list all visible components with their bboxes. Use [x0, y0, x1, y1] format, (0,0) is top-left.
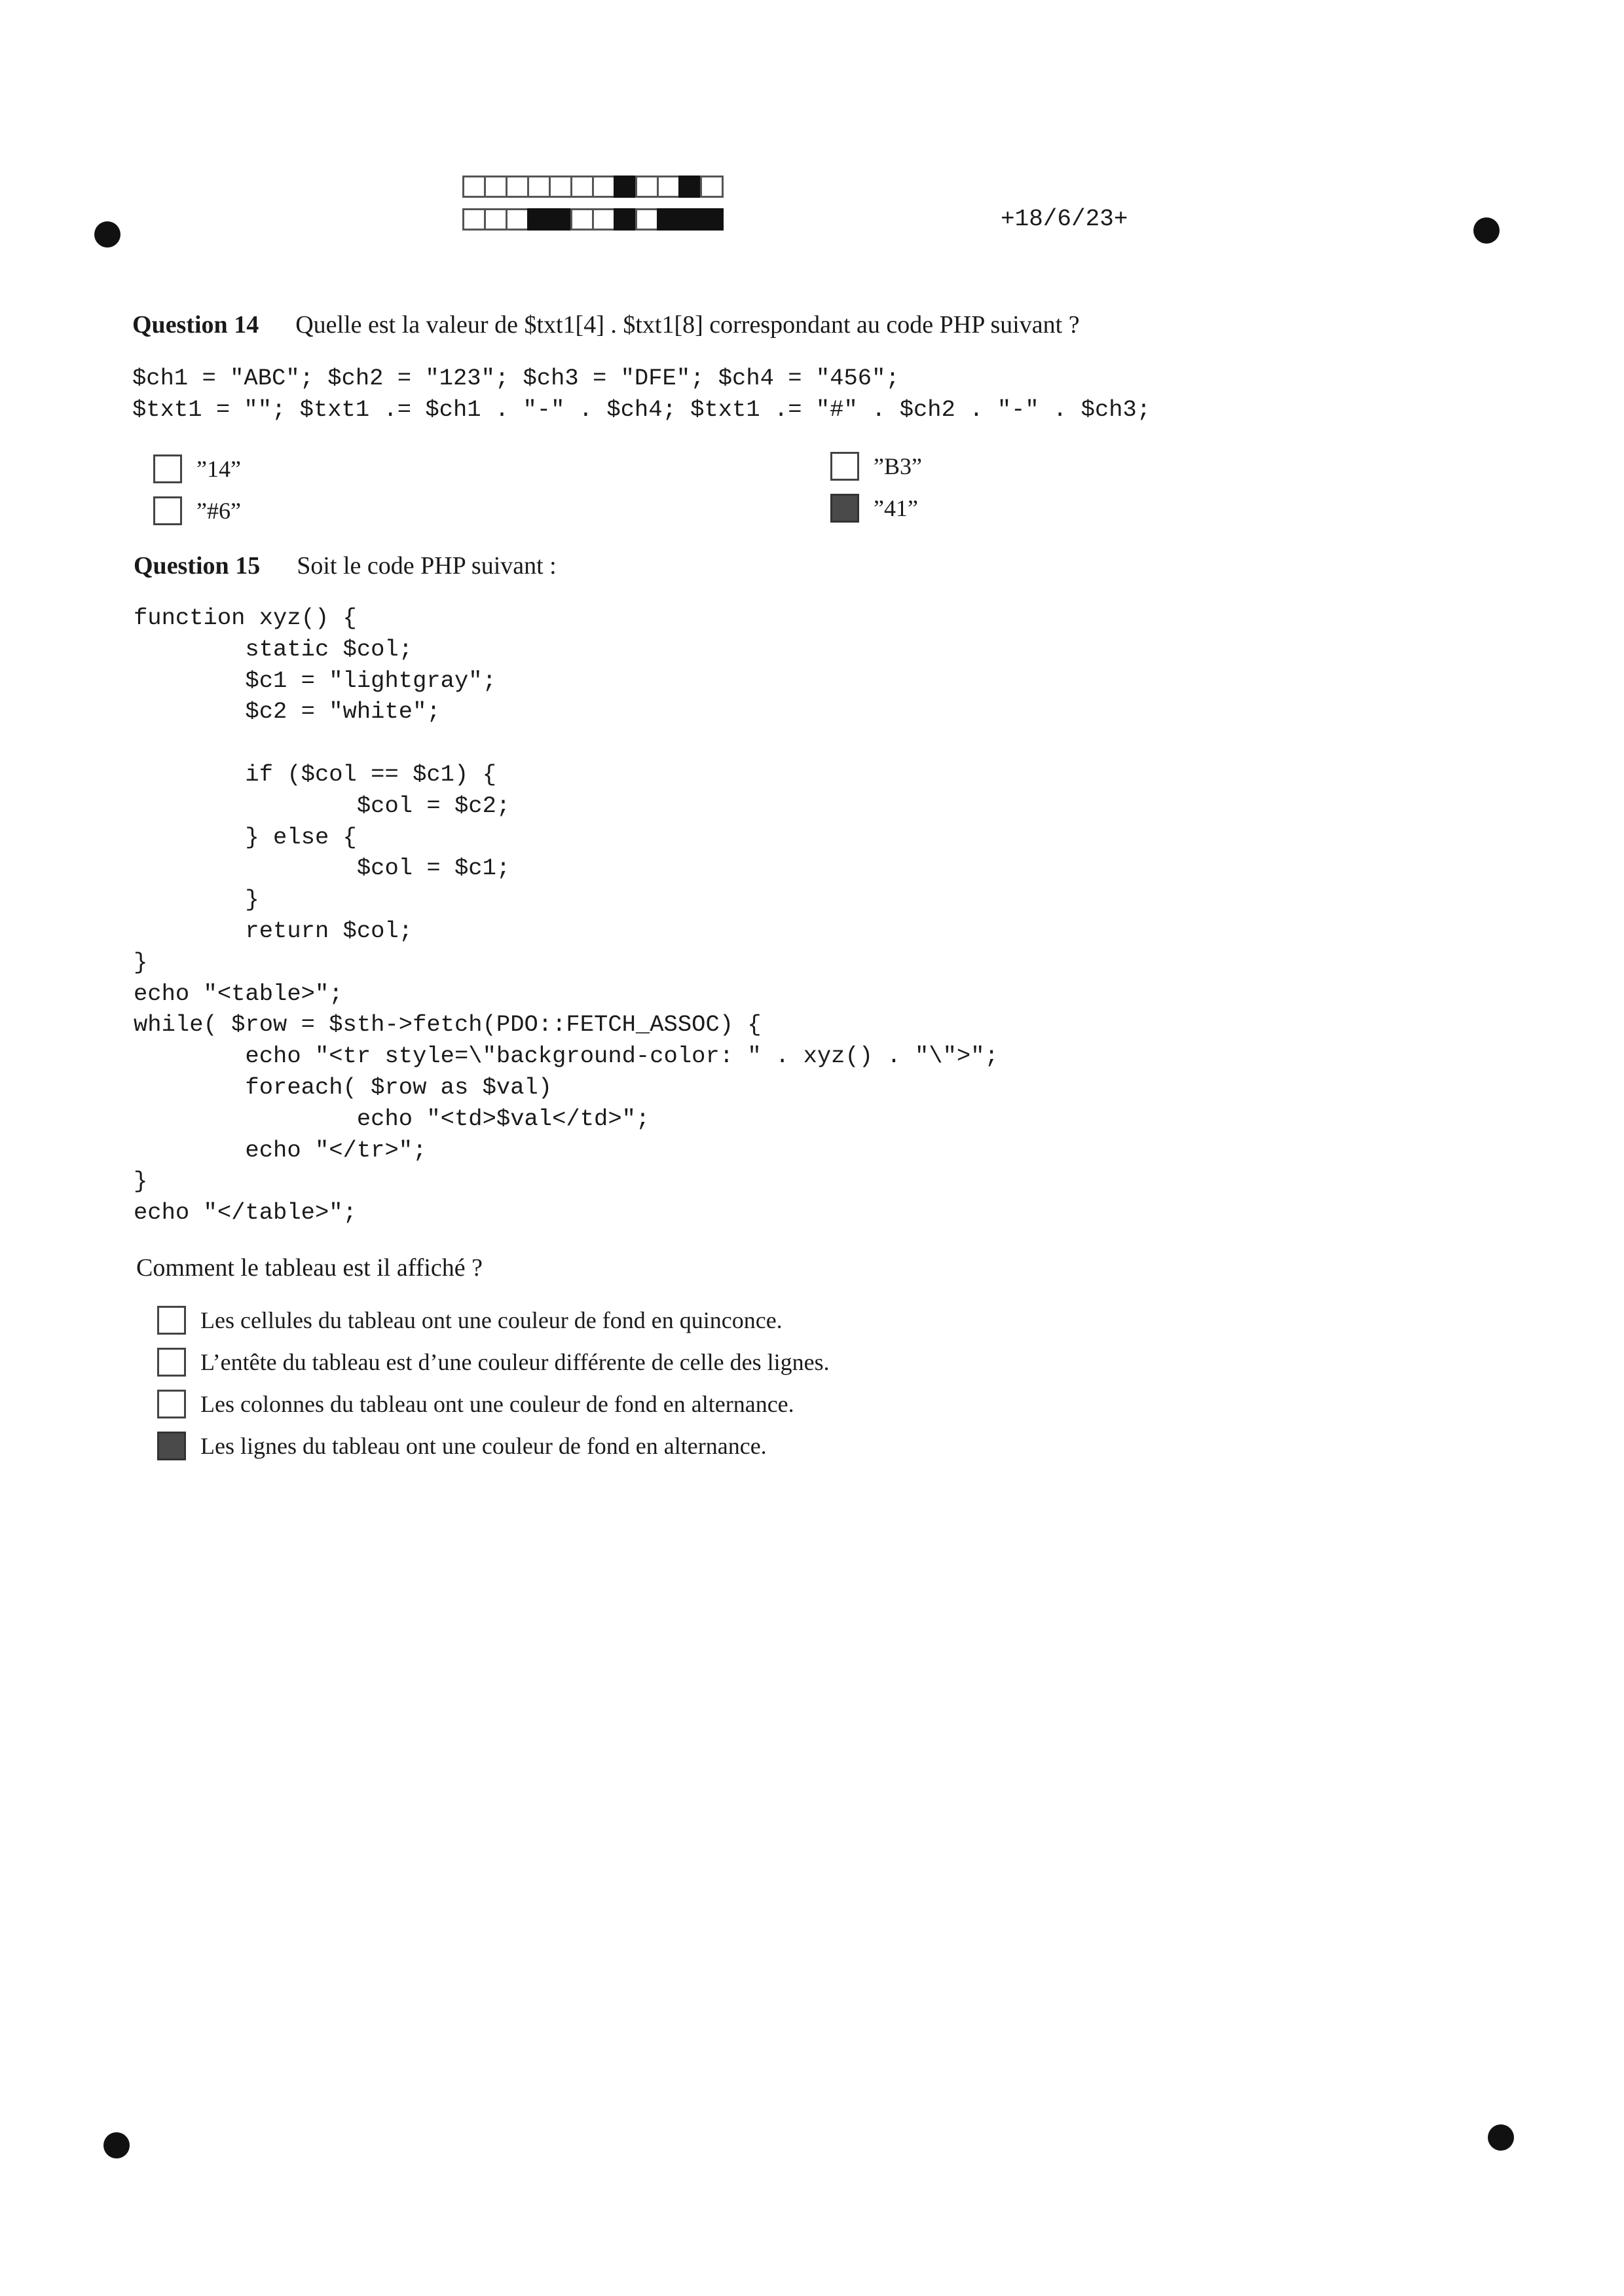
q15-option-a-label: Les cellules du tableau ont une couleur de fond en quinconce. — [200, 1307, 783, 1333]
barcode-row-1 — [462, 176, 722, 198]
question-15-text: Soit le code PHP suivant : — [297, 552, 557, 580]
question-15-header — [134, 551, 557, 580]
q15-option-d-label: Les lignes du tableau ont une couleur de fond en alternance. — [200, 1433, 767, 1459]
q14-option-a-checkbox[interactable] — [153, 454, 182, 483]
question-14-code: $ch1 = "ABC"; $ch2 = "123"; $ch3 = "DFE"; $ch4 = "456"; $txt1 = ""; $txt1 .= $ch1 . "-" . $ch4; $txt1 .= "#" . $ch2 . "-" . $ch3; — [132, 365, 1151, 423]
q15-option-a[interactable] — [157, 1306, 783, 1335]
q14-option-d[interactable] — [830, 494, 918, 523]
q14-option-c[interactable] — [830, 452, 922, 481]
q14-option-c-label: ”B3” — [874, 453, 922, 479]
q15-option-c[interactable] — [157, 1390, 794, 1418]
barcode-cell — [506, 176, 529, 198]
barcode-cell — [635, 208, 659, 231]
registration-mark-top-left — [94, 221, 120, 248]
q15-option-c-label: Les colonnes du tableau ont une couleur de fond en alternance. — [200, 1391, 794, 1417]
question-15-code: function xyz() { static $col; $c1 = "lightgray"; $c2 = "white"; if ($col == $c1) { $col = $c2; } else { $col = $c1; } return $col; } echo "<table>"; while( $row = $sth->fetch(PDO::FETCH_ASSOC) { echo "<tr style=\"background-color: " . xyz() . "\">"; foreach( $row as $val) echo "<td>$val</td>"; echo "</tr>"; } echo "</table>"; — [134, 604, 999, 1227]
barcode-row-2 — [462, 208, 722, 231]
barcode-cell — [570, 176, 594, 198]
barcode-cell — [592, 176, 616, 198]
barcode-cell — [527, 176, 551, 198]
page-id: +18/6/23+ — [1001, 206, 1128, 232]
barcode-cell — [700, 176, 724, 198]
barcode-cell — [592, 208, 616, 231]
barcode-cell — [570, 208, 594, 231]
q14-option-b-checkbox[interactable] — [153, 496, 182, 525]
question-14-text: Quelle est la valeur de $txt1[4] . $txt1[8] correspondant au code PHP suivant ? — [295, 311, 1080, 339]
q15-option-d[interactable] — [157, 1432, 767, 1460]
q14-option-b-label: ”#6” — [196, 498, 241, 524]
barcode-cell — [657, 208, 680, 231]
question-15-question: Comment le tableau est il affiché ? — [136, 1254, 483, 1282]
barcode-cell — [700, 208, 724, 231]
barcode-cell — [678, 208, 702, 231]
registration-mark-bottom-right — [1488, 2124, 1514, 2151]
barcode-cell — [635, 176, 659, 198]
barcode-cell — [657, 176, 680, 198]
q15-option-b[interactable] — [157, 1348, 830, 1377]
registration-mark-top-right — [1473, 217, 1500, 244]
barcode-cell — [614, 208, 637, 231]
question-15-label: Question 15 — [134, 552, 261, 580]
q15-option-b-label: L’entête du tableau est d’une couleur différente de celle des lignes. — [200, 1349, 830, 1375]
q14-option-b[interactable] — [153, 496, 241, 525]
barcode-cell — [549, 208, 572, 231]
q14-option-d-checkbox[interactable] — [830, 494, 859, 523]
q15-option-b-checkbox[interactable] — [157, 1348, 186, 1377]
barcode-cell — [527, 208, 551, 231]
barcode-cell — [614, 176, 637, 198]
q14-option-a-label: ”14” — [196, 456, 241, 482]
barcode-cell — [484, 176, 507, 198]
barcode-cell — [462, 176, 486, 198]
registration-mark-bottom-left — [103, 2132, 130, 2158]
barcode-cell — [506, 208, 529, 231]
q15-option-a-checkbox[interactable] — [157, 1306, 186, 1335]
q14-option-d-label: ”41” — [874, 495, 918, 521]
q14-option-c-checkbox[interactable] — [830, 452, 859, 481]
barcode-cell — [462, 208, 486, 231]
barcode-cell — [549, 176, 572, 198]
question-14-header — [132, 310, 1080, 339]
question-14-label: Question 14 — [132, 311, 259, 339]
q15-option-d-checkbox[interactable] — [157, 1432, 186, 1460]
barcode-cell — [678, 176, 702, 198]
barcode-cell — [484, 208, 507, 231]
q15-option-c-checkbox[interactable] — [157, 1390, 186, 1418]
q14-option-a[interactable] — [153, 454, 241, 483]
